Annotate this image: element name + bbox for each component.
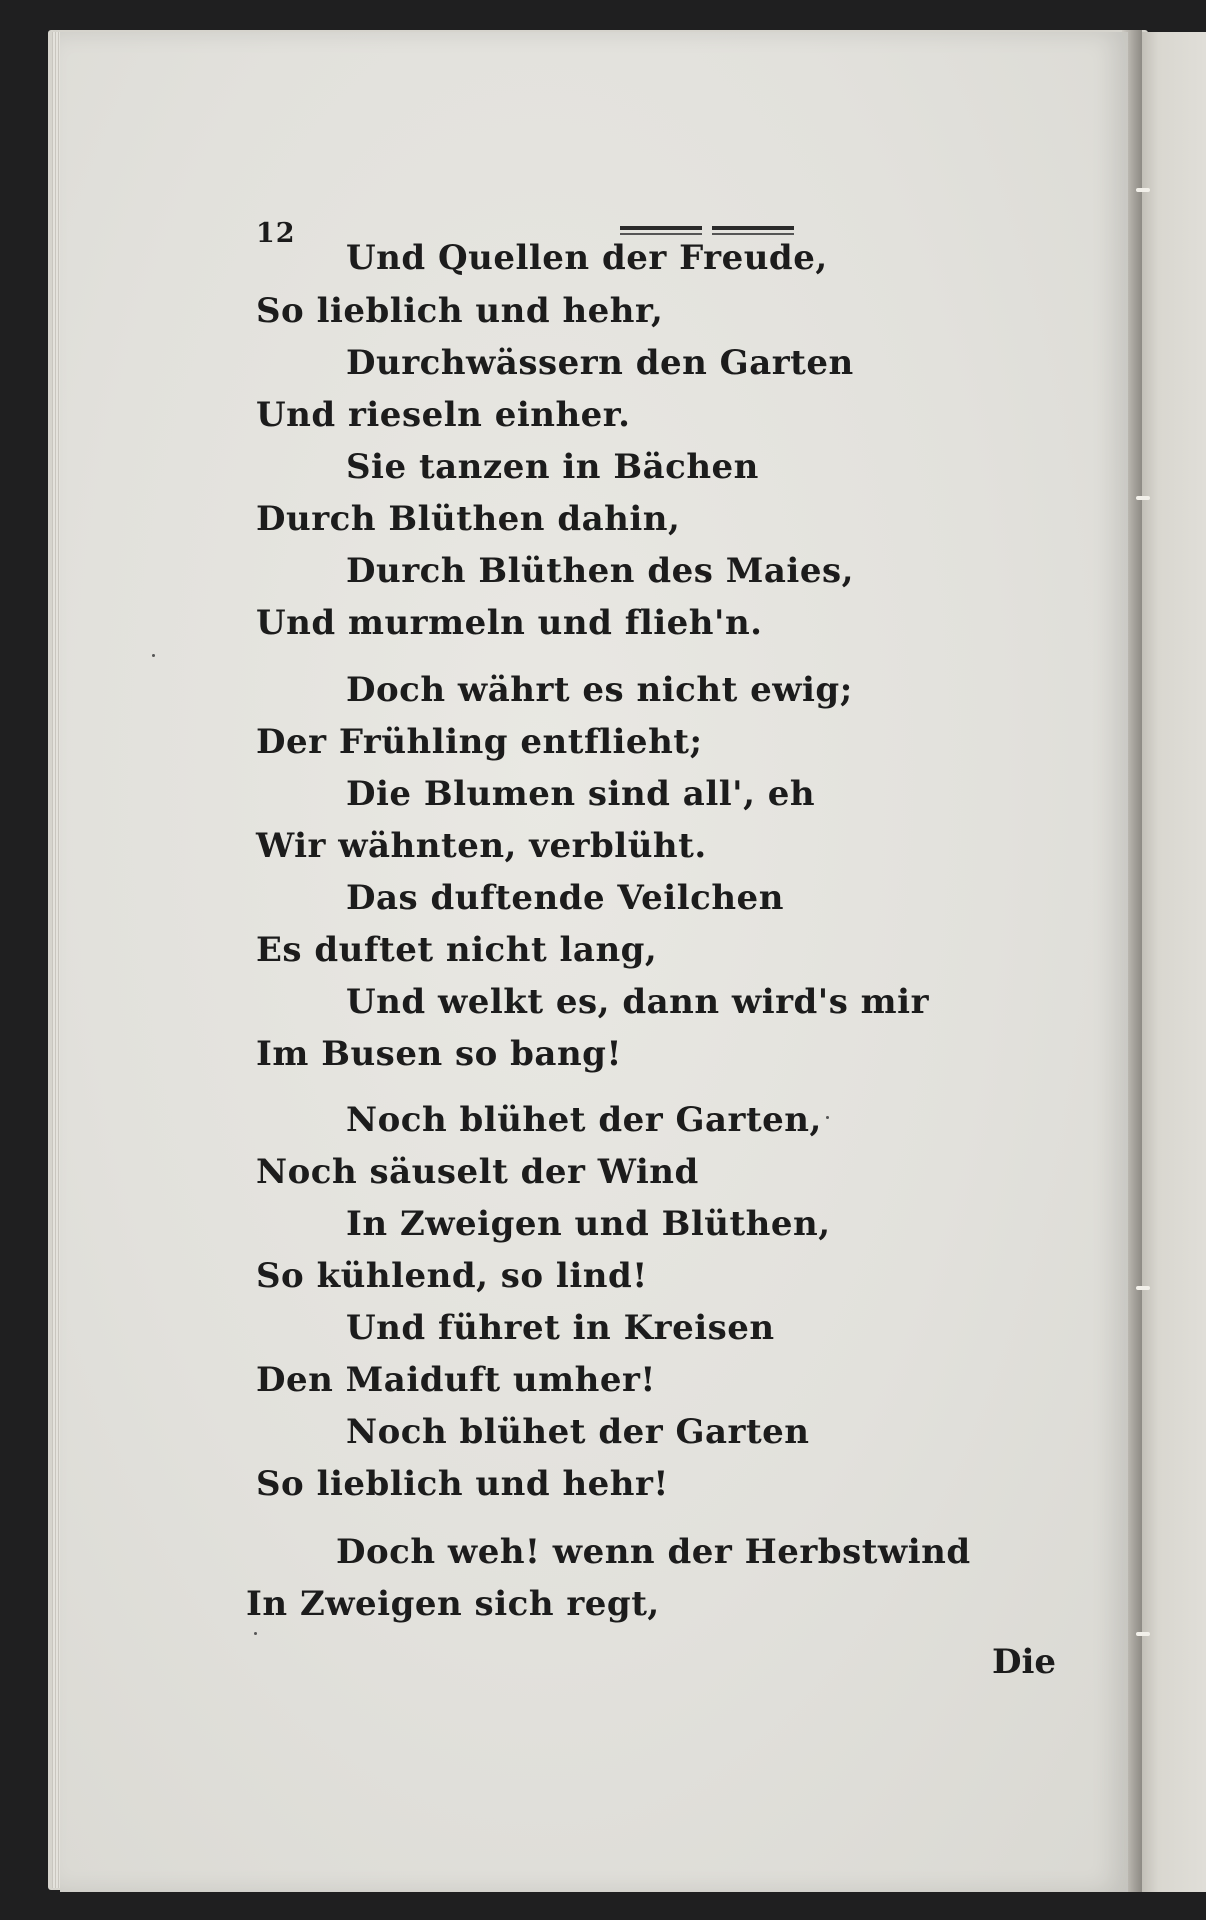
binding-stitch xyxy=(1136,188,1150,192)
verse-line: Durch Blüthen dahin, xyxy=(256,499,681,539)
paper-speck xyxy=(152,654,155,657)
verse-line: So kühlend, so lind! xyxy=(256,1256,648,1296)
paper-speck xyxy=(826,1116,829,1119)
verse-line: Doch währt es nicht ewig; xyxy=(346,670,853,710)
verse-line: So lieblich und hehr, xyxy=(256,291,664,331)
verse-line: Das duftende Veilchen xyxy=(346,878,784,918)
verse-line: Und welkt es, dann wird's mir xyxy=(346,982,929,1022)
verse-line: Durch Blüthen des Maies, xyxy=(346,551,854,591)
verse-line: Doch weh! wenn der Herbstwind xyxy=(336,1532,971,1572)
verse-line: Noch blühet der Garten xyxy=(346,1412,810,1452)
verse-line: Sie tanzen in Bächen xyxy=(346,447,759,487)
verse-line: In Zweigen sich regt, xyxy=(246,1584,660,1624)
facing-page xyxy=(1138,32,1206,1892)
binding-stitch xyxy=(1136,496,1150,500)
book-page xyxy=(60,32,1128,1892)
verse-line: Es duftet nicht lang, xyxy=(256,930,658,970)
verse-line: Und führet in Kreisen xyxy=(346,1308,775,1348)
verse-line: Und rieseln einher. xyxy=(256,395,631,435)
verse-line: Den Maiduft umher! xyxy=(256,1360,656,1400)
verse-line: Der Frühling entflieht; xyxy=(256,722,703,762)
verse-line: In Zweigen und Blüthen, xyxy=(346,1204,831,1244)
header-ornament-rule xyxy=(620,226,794,238)
verse-line: Im Busen so bang! xyxy=(256,1034,622,1074)
binding-stitch xyxy=(1136,1632,1150,1636)
paper-speck xyxy=(254,1632,257,1635)
binding-stitch xyxy=(1136,1286,1150,1290)
catchword: Die xyxy=(992,1642,1057,1682)
verse-line: Und Quellen der Freude, xyxy=(346,238,828,278)
verse-line: Durchwässern den Garten xyxy=(346,343,854,383)
verse-line: Noch blühet der Garten, xyxy=(346,1100,822,1140)
page-number: 12 xyxy=(256,218,296,249)
verse-line: Wir wähnten, verblüht. xyxy=(256,826,707,866)
verse-line: So lieblich und hehr! xyxy=(256,1464,669,1504)
verse-line: Die Blumen sind all', eh xyxy=(346,774,816,814)
verse-line: Und murmeln und flieh'n. xyxy=(256,603,763,643)
verse-line: Noch säuselt der Wind xyxy=(256,1152,699,1192)
